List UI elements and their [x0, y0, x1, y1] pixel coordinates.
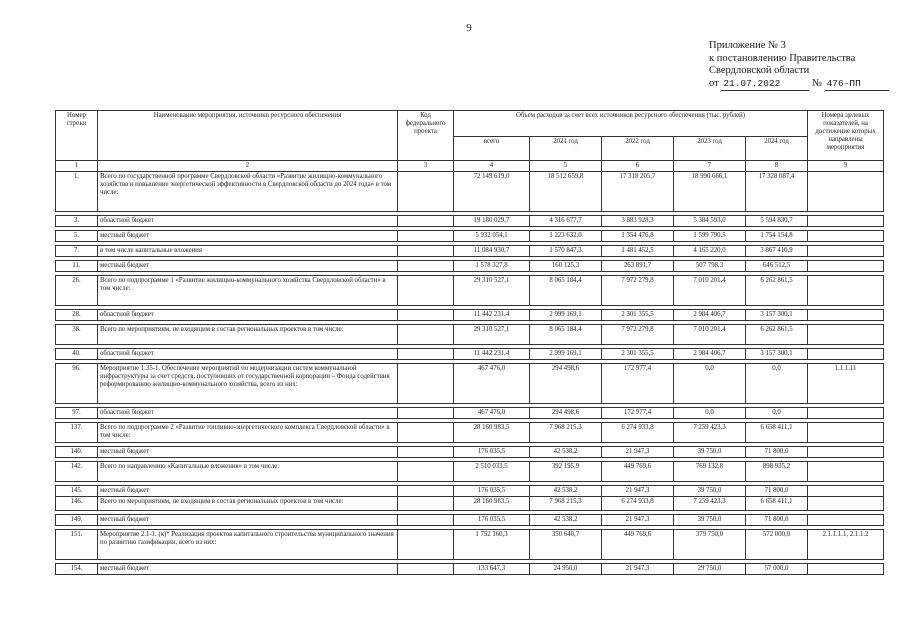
table-row: [56, 530, 884, 560]
row-total: 11 442 231,4: [454, 349, 530, 360]
row-2022: 449 769,6: [602, 530, 674, 560]
row-2024: 5 594 830,7: [746, 216, 808, 227]
row-total: 5 932 054,1: [454, 231, 530, 242]
row-total: 11 442 231,4: [454, 310, 530, 321]
row-total: 19 180 029,7: [454, 216, 530, 227]
row-2024: 6 262 861,5: [746, 276, 808, 306]
row-2023: 0,0: [674, 408, 746, 419]
resolution-number: 476-ПП: [825, 78, 889, 92]
row-2021: 7 968 215,3: [530, 423, 602, 443]
row-2024: 71 800,0: [746, 447, 808, 458]
row-2022: 172 977,4: [602, 408, 674, 419]
column-numbers-row: [56, 161, 884, 172]
column-number: 1: [56, 161, 98, 172]
row-number: 137.: [56, 423, 98, 443]
row-project-code: [398, 231, 454, 242]
header-row-number: Номер строки: [56, 111, 98, 161]
row-2022: 1 481 452,5: [602, 246, 674, 257]
row-total: 176 035,5: [454, 447, 530, 458]
header-2023: 2023 год: [674, 137, 746, 161]
row-2021: 42 538,2: [530, 486, 602, 497]
row-2021: 42 538,2: [530, 515, 602, 526]
row-targets: [808, 172, 884, 212]
header-targets: Номера целевых показателей, на достижение которых направлены мероприятия: [808, 111, 884, 161]
row-2021: 1 570 847,3: [530, 246, 602, 257]
row-2024: 3 157 300,1: [746, 349, 808, 360]
row-name: местный бюджет: [98, 564, 398, 575]
row-2022: 21 947,3: [602, 564, 674, 575]
row-number: 146.: [56, 497, 98, 511]
table-row: [56, 564, 884, 575]
row-number: 151.: [56, 530, 98, 560]
table-row: [56, 231, 884, 242]
row-total: 29 310 527,1: [454, 325, 530, 345]
row-2024: 646 512,5: [746, 261, 808, 272]
table-row: [56, 447, 884, 458]
row-2022: 21 947,3: [602, 486, 674, 497]
row-targets: [808, 515, 884, 526]
row-total: 11 084 930,7: [454, 246, 530, 257]
row-name: Всего по мероприятиям, не входящим в состав региональных проектов в том числе:: [98, 325, 398, 345]
row-number: 154.: [56, 564, 98, 575]
row-project-code: [398, 364, 454, 404]
row-2024: 17 328 087,4: [746, 172, 808, 212]
row-2022: 21 947,3: [602, 515, 674, 526]
row-name: местный бюджет: [98, 231, 398, 242]
appendix-date-line: [709, 78, 889, 92]
row-total: 28 160 983,5: [454, 423, 530, 443]
row-2024: 3 157 300,1: [746, 310, 808, 321]
column-number: 8: [746, 161, 808, 172]
row-2021: 4 316 677,7: [530, 216, 602, 227]
row-number: 140.: [56, 447, 98, 458]
row-2023: 2 984 406,7: [674, 349, 746, 360]
row-2022: 172 977,4: [602, 364, 674, 404]
row-total: 72 149 619,0: [454, 172, 530, 212]
row-name: областной бюджет: [98, 408, 398, 419]
budget-table: [55, 110, 884, 575]
appendix-resolution: к постановлению Правительства: [709, 52, 856, 64]
column-number: 7: [674, 161, 746, 172]
row-number: 1.: [56, 172, 98, 212]
table-row: [56, 462, 884, 482]
row-2022: 2 301 355,5: [602, 310, 674, 321]
header-total: всего: [454, 137, 530, 161]
row-number: 5.: [56, 231, 98, 242]
row-2021: 2 999 169,1: [530, 310, 602, 321]
row-targets: [808, 497, 884, 511]
row-2022: 6 274 933,8: [602, 423, 674, 443]
table-row: [56, 497, 884, 511]
row-2024: 572 000,0: [746, 530, 808, 560]
row-number: 11.: [56, 261, 98, 272]
row-2022: 21 947,3: [602, 447, 674, 458]
row-project-code: [398, 310, 454, 321]
row-2024: 6 262 861,5: [746, 325, 808, 345]
page-number: 9: [466, 22, 472, 34]
resolution-date: 21.07.2022: [721, 78, 809, 92]
row-2021: 350 640,7: [530, 530, 602, 560]
row-number: 40.: [56, 349, 98, 360]
row-project-code: [398, 486, 454, 497]
header-volume: Объем расходов за счет всех источников ресурсного обеспечения (тыс. рублей): [454, 111, 808, 137]
row-project-code: [398, 325, 454, 345]
row-2024: 57 000,0: [746, 564, 808, 575]
row-targets: [808, 310, 884, 321]
row-name: местный бюджет: [98, 515, 398, 526]
row-name: Мероприятие 2.1-1. (к)* Реализация проектов капитального строительства муниципального значения по развитию газификации, всего из них:: [98, 530, 398, 560]
column-number: 3: [398, 161, 454, 172]
row-2021: 160 125,3: [530, 261, 602, 272]
row-2023: 39 750,0: [674, 447, 746, 458]
row-2024: 0,0: [746, 364, 808, 404]
row-2023: 507 798,3: [674, 261, 746, 272]
table-row: [56, 423, 884, 443]
header-2024: 2024 год: [746, 137, 808, 161]
row-2022: 2 301 355,5: [602, 349, 674, 360]
row-total: 176 035,5: [454, 486, 530, 497]
table-row: [56, 486, 884, 497]
row-2023: 29 750,0: [674, 564, 746, 575]
row-2023: 7 259 423,3: [674, 497, 746, 511]
number-prefix: №: [811, 77, 822, 89]
row-number: 149.: [56, 515, 98, 526]
row-targets: [808, 231, 884, 242]
row-number: 96.: [56, 364, 98, 404]
row-number: 38.: [56, 325, 98, 345]
row-name: Всего по мероприятиям, не входящим в состав региональных проектов в том числе:: [98, 497, 398, 511]
row-2021: 42 538,2: [530, 447, 602, 458]
header-name: Наименование мероприятия, источники ресурсного обеспечения: [98, 111, 398, 161]
row-total: 29 310 527,1: [454, 276, 530, 306]
row-project-code: [398, 423, 454, 443]
row-project-code: [398, 497, 454, 511]
row-total: 1 578 327,8: [454, 261, 530, 272]
row-2021: 294 498,6: [530, 408, 602, 419]
row-2023: 39 750,0: [674, 515, 746, 526]
row-project-code: [398, 530, 454, 560]
row-2024: 898 935,2: [746, 462, 808, 482]
table-row: [56, 261, 884, 272]
row-2023: 1 599 790,5: [674, 231, 746, 242]
column-number: 9: [808, 161, 884, 172]
row-2023: 7 010 201,4: [674, 276, 746, 306]
row-2024: 0,0: [746, 408, 808, 419]
row-name: Всего по государственной программе Свердловской области «Развитие жилищно-коммунального хозяйства и повышение энергетической эффективности в Свердловской области до 2024 года» в том числе:: [98, 172, 398, 212]
table-row: [56, 172, 884, 212]
row-2021: 2 999 169,1: [530, 349, 602, 360]
row-2021: 294 498,6: [530, 364, 602, 404]
row-2021: 18 512 659,8: [530, 172, 602, 212]
row-2023: 379 750,0: [674, 530, 746, 560]
row-total: 28 160 983,5: [454, 497, 530, 511]
row-2021: 1 223 632,0: [530, 231, 602, 242]
row-2024: 1 754 154,8: [746, 231, 808, 242]
row-project-code: [398, 261, 454, 272]
row-2022: 449 769,6: [602, 462, 674, 482]
row-project-code: [398, 564, 454, 575]
row-project-code: [398, 447, 454, 458]
row-2024: 3 867 410,9: [746, 246, 808, 257]
row-2023: 2 984 406,7: [674, 310, 746, 321]
table-row: [56, 246, 884, 257]
row-targets: 1.1.1.11: [808, 364, 884, 404]
appendix-region: Свердловской области: [709, 65, 810, 76]
row-targets: 2.1.1.1.1, 2.1.1.2: [808, 530, 884, 560]
row-name: местный бюджет: [98, 447, 398, 458]
row-2021: 24 950,0: [530, 564, 602, 575]
row-name: местный бюджет: [98, 486, 398, 497]
row-2022: 263 891,7: [602, 261, 674, 272]
row-2022: 6 274 933,8: [602, 497, 674, 511]
row-2023: 7 259 423,3: [674, 423, 746, 443]
row-2021: 392 195,9: [530, 462, 602, 482]
column-number: 5: [530, 161, 602, 172]
row-number: 145.: [56, 486, 98, 497]
row-targets: [808, 486, 884, 497]
row-name: Мероприятие 1.35-1. Обеспечение мероприятий по модернизации систем коммунальной инфраструктуры за счет средств, поступивших от государственной корпорации – Фонда содействия реформированию жилищно-коммунального хозяйства, всего из них:: [98, 364, 398, 404]
table-row: [56, 364, 884, 404]
row-2023: 18 990 666,1: [674, 172, 746, 212]
row-targets: [808, 276, 884, 306]
row-number: 28.: [56, 310, 98, 321]
row-total: 467 476,0: [454, 408, 530, 419]
row-2021: 8 065 184,4: [530, 325, 602, 345]
row-total: 133 647,3: [454, 564, 530, 575]
row-2022: 17 318 205,7: [602, 172, 674, 212]
table-row: [56, 325, 884, 345]
row-number: 97.: [56, 408, 98, 419]
row-targets: [808, 349, 884, 360]
table-row: [56, 408, 884, 419]
appendix-title: Приложение № 3: [709, 40, 786, 51]
row-project-code: [398, 276, 454, 306]
row-name: в том числе капитальные вложения: [98, 246, 398, 257]
row-2024: 6 658 411,1: [746, 497, 808, 511]
table-row: [56, 276, 884, 306]
row-2023: 5 384 593,0: [674, 216, 746, 227]
row-total: 176 035,5: [454, 515, 530, 526]
row-2023: 4 165 220,0: [674, 246, 746, 257]
row-project-code: [398, 246, 454, 257]
row-targets: [808, 447, 884, 458]
appendix-header: [709, 40, 889, 91]
row-targets: [808, 408, 884, 419]
row-targets: [808, 246, 884, 257]
row-targets: [808, 462, 884, 482]
row-2022: 7 972 279,8: [602, 325, 674, 345]
row-targets: [808, 564, 884, 575]
row-2023: 39 750,0: [674, 486, 746, 497]
row-number: 7.: [56, 246, 98, 257]
row-2021: 8 065 184,4: [530, 276, 602, 306]
row-total: 467 476,0: [454, 364, 530, 404]
row-2023: 769 132,8: [674, 462, 746, 482]
row-2023: 0,0: [674, 364, 746, 404]
row-project-code: [398, 172, 454, 212]
table-row: [56, 515, 884, 526]
table-row: [56, 310, 884, 321]
row-number: 142.: [56, 462, 98, 482]
row-name: Всего по направлению «Капитальные вложения» в том числе:: [98, 462, 398, 482]
row-2024: 6 658 411,1: [746, 423, 808, 443]
row-total: 1 752 160,3: [454, 530, 530, 560]
table-row: [56, 216, 884, 227]
column-number: 2: [98, 161, 398, 172]
row-project-code: [398, 408, 454, 419]
row-name: местный бюджет: [98, 261, 398, 272]
row-name: областной бюджет: [98, 349, 398, 360]
row-targets: [808, 216, 884, 227]
row-project-code: [398, 515, 454, 526]
row-2022: 1 354 476,8: [602, 231, 674, 242]
header-project-code: Код федерального проекта: [398, 111, 454, 161]
row-number: 3.: [56, 216, 98, 227]
row-project-code: [398, 349, 454, 360]
header-2022: 2022 год: [602, 137, 674, 161]
row-total: 2 510 033,5: [454, 462, 530, 482]
row-number: 26.: [56, 276, 98, 306]
table-row: [56, 349, 884, 360]
row-project-code: [398, 462, 454, 482]
row-targets: [808, 423, 884, 443]
column-number: 6: [602, 161, 674, 172]
row-2022: 3 883 928,3: [602, 216, 674, 227]
row-2021: 7 968 215,3: [530, 497, 602, 511]
header-2021: 2021 год: [530, 137, 602, 161]
row-2023: 7 010 201,4: [674, 325, 746, 345]
row-name: Всего по подпрограмме 1 «Развитие жилищно-коммунального хозяйства Свердловской области» в том числе:: [98, 276, 398, 306]
row-name: областной бюджет: [98, 216, 398, 227]
column-number: 4: [454, 161, 530, 172]
row-2024: 71 800,0: [746, 486, 808, 497]
row-name: Всего по подпрограмме 2 «Развитие топливно-энергетического комплекса Свердловской области» в том числе:: [98, 423, 398, 443]
row-name: областной бюджет: [98, 310, 398, 321]
row-2022: 7 972 279,8: [602, 276, 674, 306]
date-prefix: от: [709, 77, 719, 89]
row-targets: [808, 261, 884, 272]
row-2024: 71 800,0: [746, 515, 808, 526]
row-targets: [808, 325, 884, 345]
row-project-code: [398, 216, 454, 227]
